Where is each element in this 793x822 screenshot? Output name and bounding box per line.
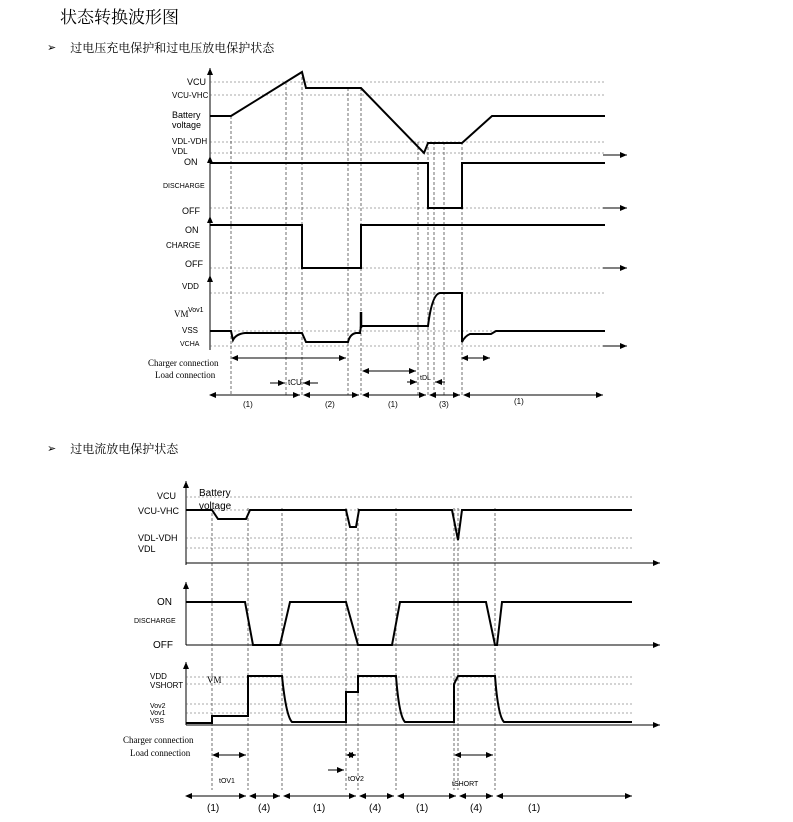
d2-battery-voltage-trace: [186, 510, 632, 540]
d2-state-3: (1): [313, 803, 326, 814]
page-title: 状态转换波形图: [60, 8, 179, 28]
d2-label-charger-connection: Charger connection: [123, 735, 194, 745]
d2-label-vov2: Vov2: [150, 703, 166, 710]
d1-label-vcu-vhc: VCU-VHC: [172, 91, 209, 100]
d1-state-2: (2): [325, 400, 335, 409]
d1-vm-trace: [210, 293, 605, 342]
d2-state-4: (4): [369, 803, 382, 814]
d1-label-vcu: VCU: [187, 77, 207, 87]
d1-label-vss: VSS: [182, 326, 199, 335]
d2-label-tov1: tOV1: [219, 778, 235, 785]
d2-label-tov2: tOV2: [348, 776, 364, 783]
d1-label-tdl: tDL: [420, 375, 431, 382]
d1-label-vcha: VCHA: [180, 341, 200, 348]
d1-label-load-connection: Load connection: [155, 370, 216, 380]
d1-label-off2: OFF: [185, 259, 203, 269]
d1-label-vdl: VDL: [172, 147, 188, 156]
d2-discharge-trace: [186, 602, 632, 645]
d2-state-6: (4): [470, 803, 483, 814]
section1-heading-text: 过电压充电保护和过电压放电保护状态: [70, 41, 275, 55]
d2-label-vcu: VCU: [157, 491, 177, 501]
d2-state-5: (1): [416, 803, 429, 814]
d2-label-battery: Battery: [199, 488, 231, 499]
d2-label-discharge: DISCHARGE: [134, 618, 176, 625]
d1-label-discharge: DISCHARGE: [163, 183, 205, 190]
d2-label-vm: VM: [207, 675, 222, 685]
d2-label-vdl-vdh: VDL-VDH: [138, 533, 178, 543]
d2-label-vdd: VDD: [150, 672, 167, 681]
section2-heading-text: 过电流放电保护状态: [70, 442, 179, 456]
d1-label-tcu: tCU: [288, 378, 302, 387]
d1-state-1: (1): [243, 400, 253, 409]
d2-label-on: ON: [157, 597, 172, 608]
d1-label-vdd: VDD: [182, 282, 199, 291]
d2-label-load-connection: Load connection: [130, 748, 191, 758]
d2-label-off: OFF: [153, 640, 173, 651]
d1-label-on1: ON: [184, 157, 198, 167]
d2-label-vss: VSS: [150, 718, 165, 725]
d1-label-on2: ON: [185, 225, 199, 235]
d2-label-vov1: Vov1: [150, 710, 166, 717]
d1-label-battery: Battery: [172, 110, 201, 120]
d1-label-vov1: Vov1: [188, 307, 204, 314]
bullet-arrow-icon: ➢: [47, 41, 57, 54]
d2-vm-trace: [186, 676, 632, 723]
d1-label-charger-connection: Charger connection: [148, 358, 219, 368]
diagram2: [123, 481, 660, 814]
d2-label-vshort: VSHORT: [150, 681, 184, 690]
d1-label-off1: OFF: [182, 206, 200, 216]
d2-label-vdl: VDL: [138, 544, 156, 554]
d1-label-vm: VM: [174, 309, 189, 319]
d1-label-vdl-vdh: VDL-VDH: [172, 137, 208, 146]
d1-state-4: (3): [439, 400, 449, 409]
d2-state-7: (1): [528, 803, 541, 814]
d1-state-3: (1): [388, 400, 398, 409]
d1-charge-trace: [210, 225, 605, 268]
d1-state-5: (1): [514, 397, 524, 406]
d1-label-charge: CHARGE: [166, 241, 201, 250]
diagram1: [148, 68, 627, 409]
d2-label-voltage: voltage: [199, 501, 232, 512]
d2-label-vcu-vhc: VCU-VHC: [138, 506, 180, 516]
bullet-arrow-icon: ➢: [47, 442, 57, 455]
d2-label-tshort: tSHORT: [452, 781, 479, 788]
d1-label-voltage: voltage: [172, 120, 202, 130]
d2-state-1: (1): [207, 803, 220, 814]
d2-state-2: (4): [258, 803, 271, 814]
d1-battery-voltage-trace: [210, 72, 605, 153]
d1-discharge-trace: [210, 163, 605, 208]
